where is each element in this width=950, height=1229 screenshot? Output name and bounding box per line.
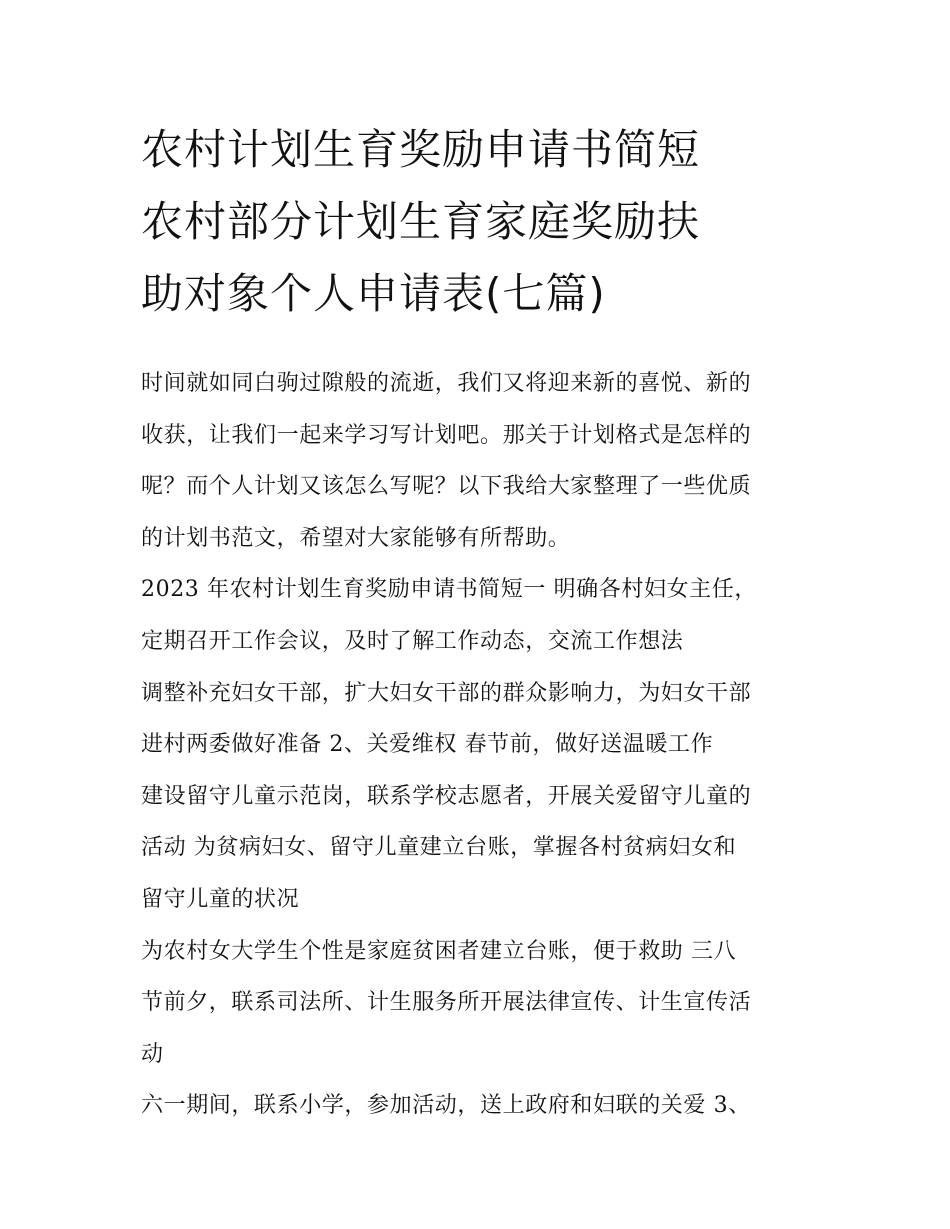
body-line: 定期召开工作会议，及时了解工作动态，交流工作想法 — [141, 628, 684, 654]
document-body — [141, 358, 821, 1132]
body-line: 时间就如同白驹过隙般的流逝，我们又将迎来新的喜悦、新的 — [141, 371, 752, 396]
body-line: 为农村女大学生个性是家庭贫困者建立台账，便于救助 三八 — [141, 938, 737, 964]
body-line: 进村两委做好准备 2、关爱维权 春节前，做好送温暖工作 — [141, 732, 714, 758]
title-line: 农村部分计划生育家庭奖励扶 — [141, 197, 701, 246]
document-title — [141, 114, 821, 330]
body-line: 2023 年农村计划生育奖励申请书简短一 明确各村妇女主任， — [141, 577, 757, 603]
body-line: 呢？而个人计划又该怎么写呢？以下我给大家整理了一些优质 — [141, 474, 752, 500]
body-line: 动 — [141, 1041, 164, 1067]
body-line: 节前夕，联系司法所、计生服务所开展法律宣传、计生宣传活 — [141, 990, 752, 1016]
body-line: 建设留守儿童示范岗，联系学校志愿者，开展关爱留守儿童的 — [141, 783, 752, 809]
body-line: 活动 为贫病妇女、留守儿童建立台账，掌握各村贫病妇女和 — [141, 835, 737, 861]
title-line: 农村计划生育奖励申请书简短 — [141, 125, 701, 174]
body-line: 六一期间，联系小学，参加活动，送上政府和妇联的关爱 3、 — [141, 1093, 751, 1119]
body-line: 收获，让我们一起来学习写计划吧。那关于计划格式是怎样的 — [141, 422, 752, 448]
title-line: 助对象个人申请表(七篇) — [141, 269, 606, 318]
body-line: 调整补充妇女干部，扩大妇女干部的群众影响力，为妇女干部 — [141, 680, 752, 706]
body-line: 留守儿童的状况 — [141, 886, 300, 912]
body-line: 的计划书范文，希望对大家能够有所帮助。 — [141, 525, 571, 551]
